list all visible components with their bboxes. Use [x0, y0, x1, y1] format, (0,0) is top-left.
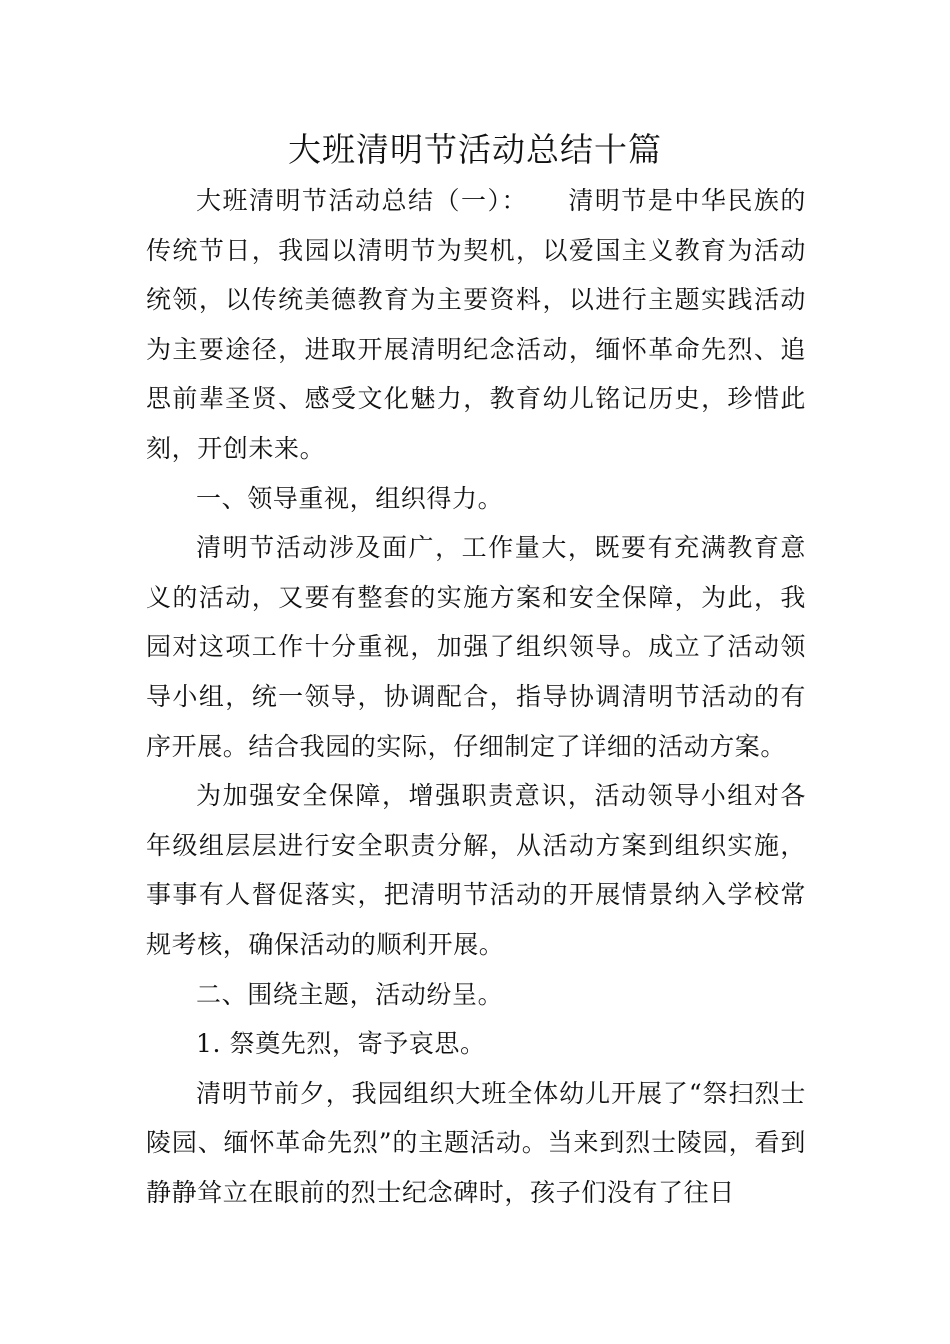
paragraph: 清明节前夕，我园组织大班全体幼儿开展了“祭扫烈士陵园、缅怀革命先烈”的主题活动。当来到烈士陵园，看到静静耸立在眼前的烈士纪念碑时，孩子们没有了往日 — [146, 1078, 806, 1207]
paragraph: 为加强安全保障，增强职责意识，活动领导小组对各年级组层层进行安全职责分解，从活动方案到组织实施，事事有人督促落实，把清明节活动的开展情景纳入学校常规考核，确保活动的顺利开展。 — [146, 781, 806, 959]
section-heading-2: 二、围绕主题，活动纷呈。 — [196, 979, 504, 1009]
paragraph: 清明节活动涉及面广，工作量大，既要有充满教育意义的活动，又要有整套的实施方案和安全保障，为此，我园对这项工作十分重视，加强了组织领导。成立了活动领导小组，统一领导，协调配合，指导协调清明节活动的有序开展。结合我园的实际，仔细制定了详细的活动方案。 — [146, 533, 806, 761]
paragraph-intro: 大班清明节活动总结（一）： 清明节是中华民族的传统节日，我园以清明节为契机，以爱国主义教育为活动统领，以传统美德教育为主要资料，以进行主题实践活动为主要途径，进取开展清明纪念活动，缅怀革命先烈、追思前辈圣贤、感受文化魅力，教育幼儿铭记历史，珍惜此刻，开创未来。 — [146, 186, 806, 463]
document-body — [146, 176, 806, 1217]
document-title: 大班清明节活动总结十篇 — [288, 130, 662, 169]
section-heading-1: 一、领导重视，组织得力。 — [196, 483, 504, 513]
subsection-heading-1: 1. 祭奠先烈，寄予哀思。 — [196, 1029, 486, 1059]
